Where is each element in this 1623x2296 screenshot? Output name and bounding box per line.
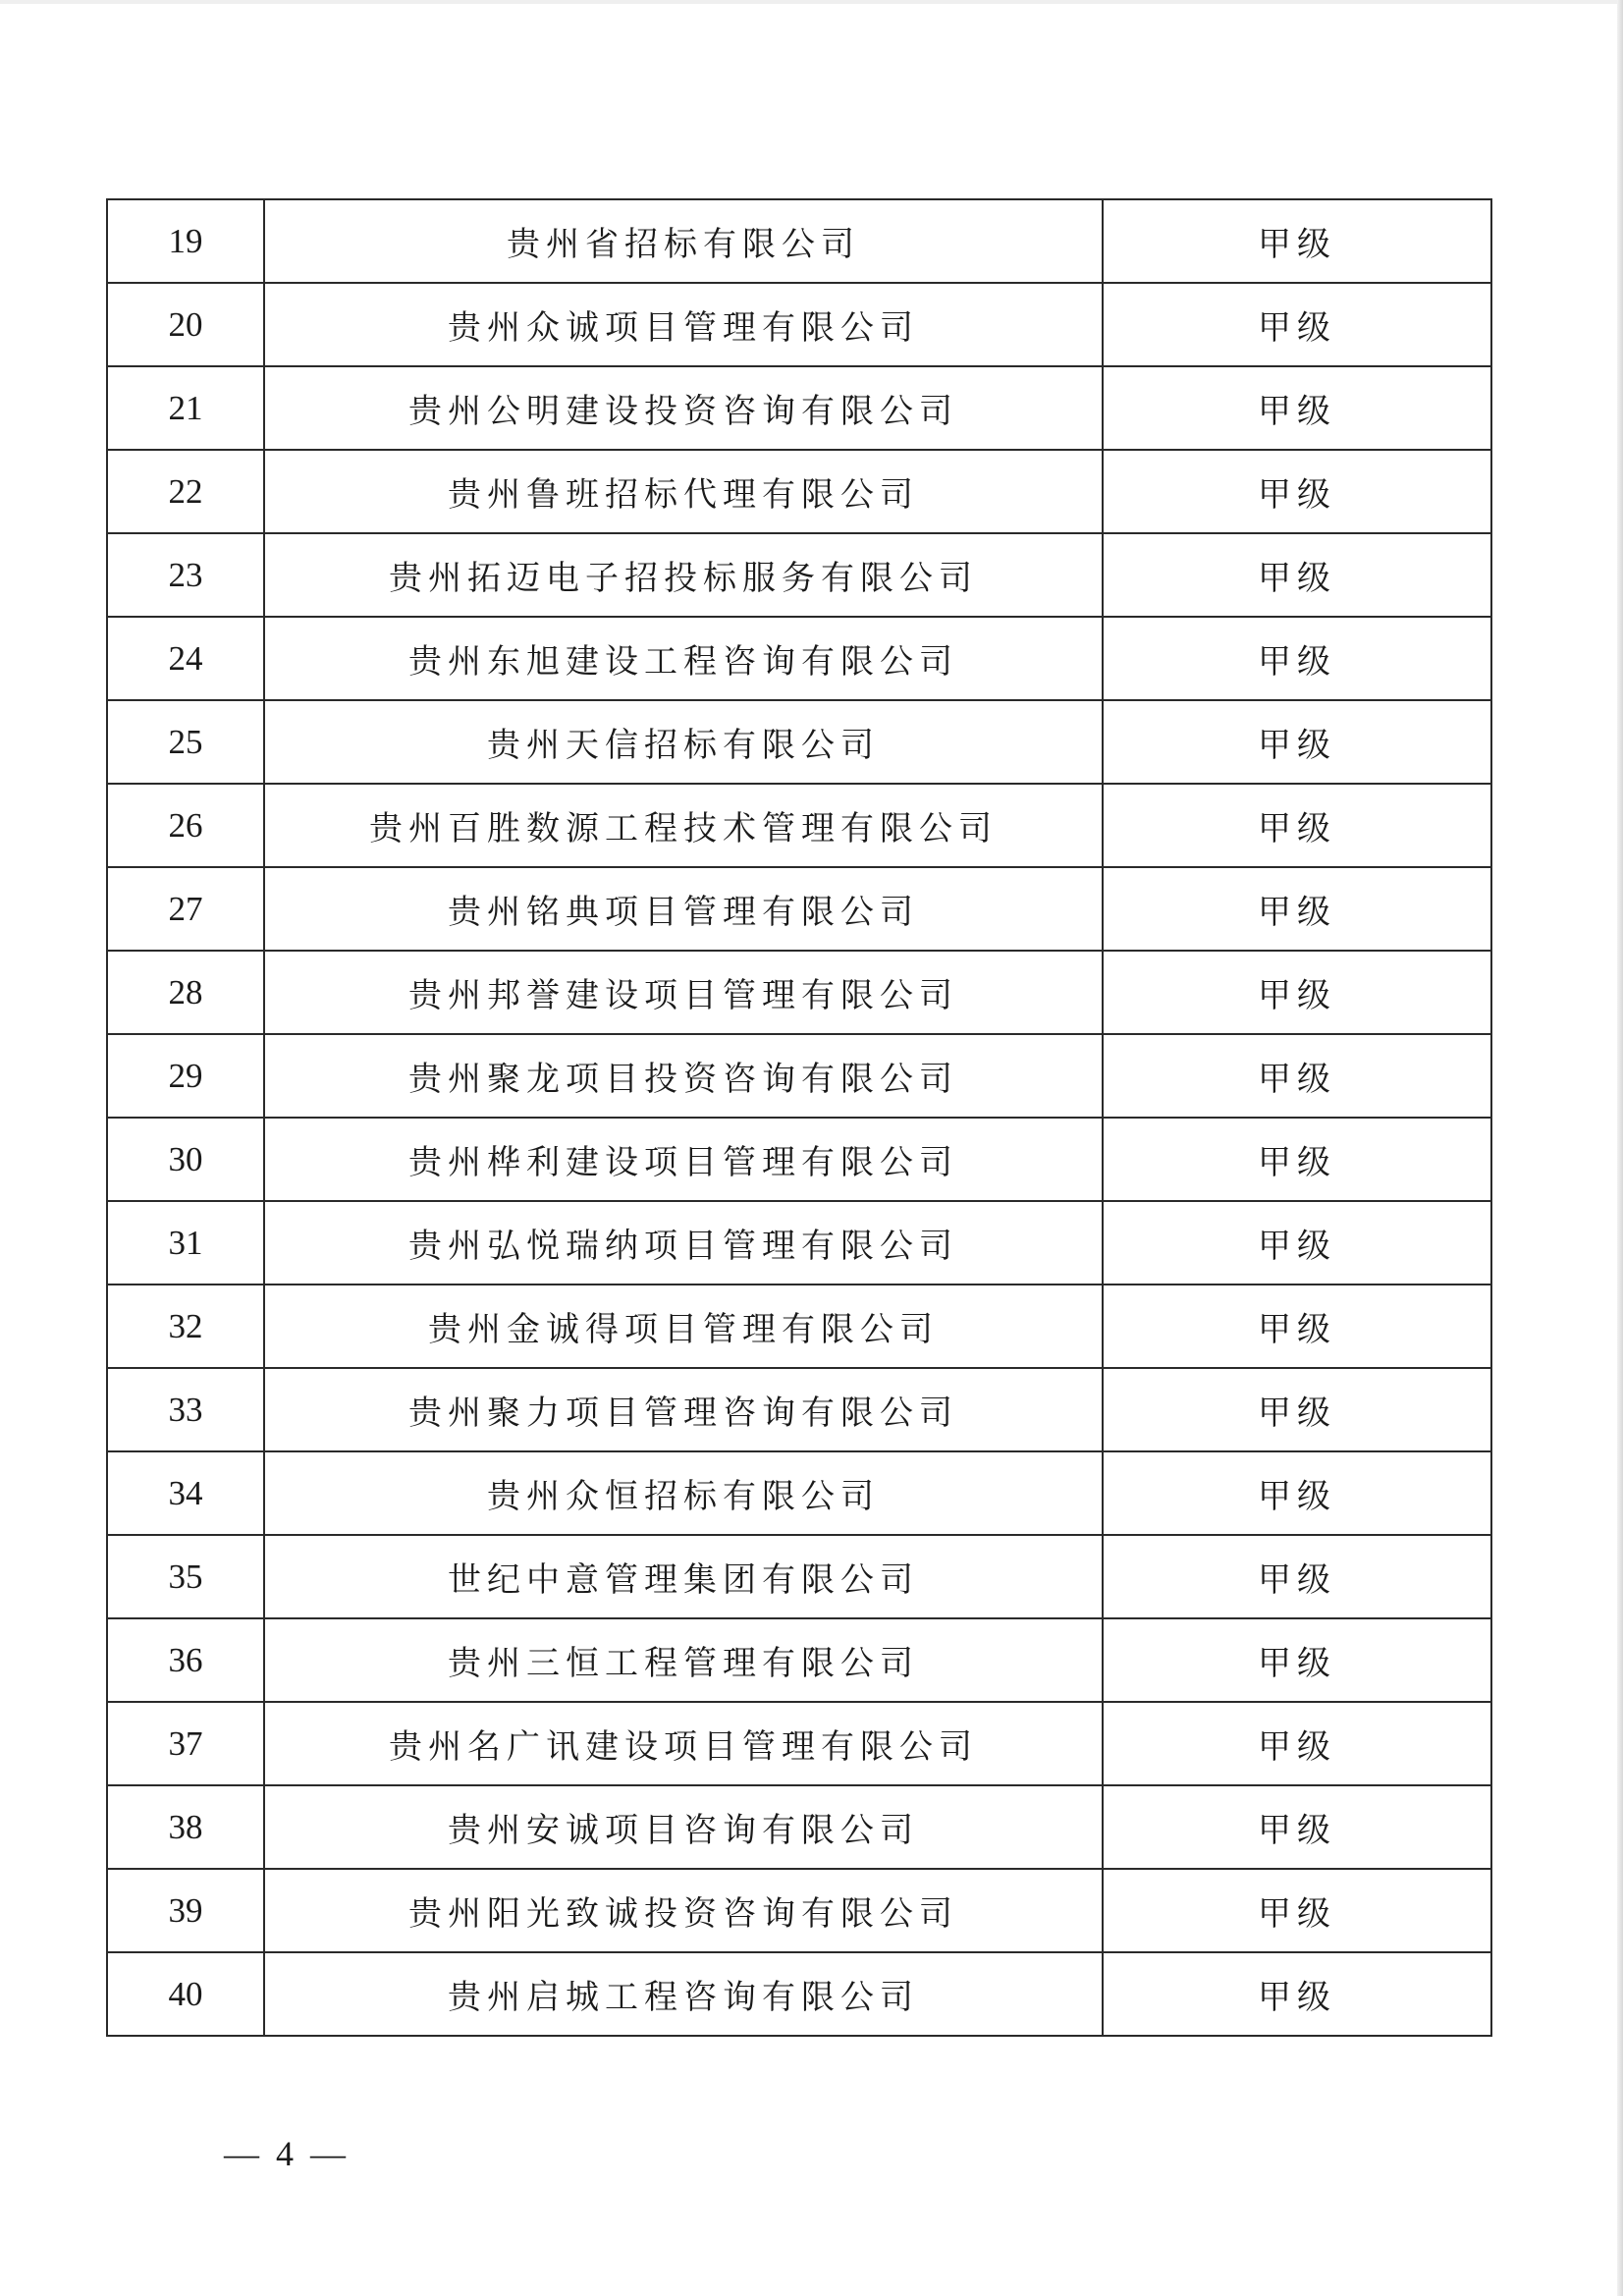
table-row <box>107 283 1491 366</box>
table-row <box>107 1118 1491 1201</box>
company-name-cell: 贵州天信招标有限公司 <box>264 700 1103 784</box>
table-body <box>107 199 1491 2036</box>
qualification-grade-cell: 甲级 <box>1103 1368 1491 1451</box>
company-name-cell: 贵州阳光致诚投资咨询有限公司 <box>264 1869 1103 1952</box>
company-name-cell: 贵州聚力项目管理咨询有限公司 <box>264 1368 1103 1451</box>
table-row <box>107 951 1491 1034</box>
row-number-cell: 40 <box>107 1952 264 2036</box>
company-name-cell: 贵州鲁班招标代理有限公司 <box>264 450 1103 533</box>
row-number-cell: 30 <box>107 1118 264 1201</box>
company-name-cell: 贵州安诚项目咨询有限公司 <box>264 1785 1103 1869</box>
qualification-grade-cell: 甲级 <box>1103 1702 1491 1785</box>
row-number-cell: 31 <box>107 1201 264 1285</box>
qualification-grade-cell: 甲级 <box>1103 199 1491 283</box>
row-number-cell: 35 <box>107 1535 264 1618</box>
qualification-grade-cell: 甲级 <box>1103 366 1491 450</box>
table-row <box>107 1785 1491 1869</box>
row-number-cell: 36 <box>107 1618 264 1702</box>
table-row <box>107 700 1491 784</box>
company-name-cell: 贵州东旭建设工程咨询有限公司 <box>264 617 1103 700</box>
row-number-cell: 33 <box>107 1368 264 1451</box>
qualification-grade-cell: 甲级 <box>1103 1118 1491 1201</box>
row-number-cell: 27 <box>107 867 264 951</box>
page-number: — 4 — <box>224 2134 350 2173</box>
table-row <box>107 450 1491 533</box>
table-row <box>107 867 1491 951</box>
row-number-cell: 29 <box>107 1034 264 1118</box>
qualification-grade-cell: 甲级 <box>1103 1618 1491 1702</box>
table-row <box>107 533 1491 617</box>
table-row <box>107 366 1491 450</box>
company-name-cell: 贵州弘悦瑞纳项目管理有限公司 <box>264 1201 1103 1285</box>
table-row <box>107 1952 1491 2036</box>
table-row <box>107 1368 1491 1451</box>
row-number-cell: 25 <box>107 700 264 784</box>
qualification-grade-cell: 甲级 <box>1103 1785 1491 1869</box>
company-name-cell: 贵州启城工程咨询有限公司 <box>264 1952 1103 2036</box>
qualification-grade-cell: 甲级 <box>1103 784 1491 867</box>
qualification-grade-cell: 甲级 <box>1103 1869 1491 1952</box>
scan-right-edge <box>1617 0 1623 2296</box>
row-number-cell: 24 <box>107 617 264 700</box>
row-number-cell: 32 <box>107 1285 264 1368</box>
company-name-cell: 贵州省招标有限公司 <box>264 199 1103 283</box>
company-grade-table <box>106 198 1492 2037</box>
company-name-cell: 贵州众恒招标有限公司 <box>264 1451 1103 1535</box>
row-number-cell: 19 <box>107 199 264 283</box>
company-name-cell: 贵州铭典项目管理有限公司 <box>264 867 1103 951</box>
qualification-grade-cell: 甲级 <box>1103 1201 1491 1285</box>
row-number-cell: 37 <box>107 1702 264 1785</box>
company-name-cell: 贵州邦誉建设项目管理有限公司 <box>264 951 1103 1034</box>
row-number-cell: 21 <box>107 366 264 450</box>
scan-top-border <box>0 0 1623 4</box>
company-name-cell: 贵州拓迈电子招投标服务有限公司 <box>264 533 1103 617</box>
company-name-cell: 贵州聚龙项目投资咨询有限公司 <box>264 1034 1103 1118</box>
table-row <box>107 784 1491 867</box>
row-number-cell: 20 <box>107 283 264 366</box>
row-number-cell: 39 <box>107 1869 264 1952</box>
qualification-grade-cell: 甲级 <box>1103 533 1491 617</box>
row-number-cell: 38 <box>107 1785 264 1869</box>
company-name-cell: 贵州众诚项目管理有限公司 <box>264 283 1103 366</box>
company-name-cell: 世纪中意管理集团有限公司 <box>264 1535 1103 1618</box>
row-number-cell: 22 <box>107 450 264 533</box>
qualification-grade-cell: 甲级 <box>1103 1535 1491 1618</box>
table-row <box>107 1285 1491 1368</box>
qualification-grade-cell: 甲级 <box>1103 1451 1491 1535</box>
company-name-cell: 贵州三恒工程管理有限公司 <box>264 1618 1103 1702</box>
company-name-cell: 贵州金诚得项目管理有限公司 <box>264 1285 1103 1368</box>
company-name-cell: 贵州名广讯建设项目管理有限公司 <box>264 1702 1103 1785</box>
table-row <box>107 1201 1491 1285</box>
qualification-grade-cell: 甲级 <box>1103 1952 1491 2036</box>
table-row <box>107 1618 1491 1702</box>
table-row <box>107 199 1491 283</box>
qualification-grade-cell: 甲级 <box>1103 617 1491 700</box>
row-number-cell: 28 <box>107 951 264 1034</box>
row-number-cell: 26 <box>107 784 264 867</box>
qualification-grade-cell: 甲级 <box>1103 700 1491 784</box>
qualification-grade-cell: 甲级 <box>1103 1285 1491 1368</box>
qualification-grade-cell: 甲级 <box>1103 283 1491 366</box>
qualification-grade-cell: 甲级 <box>1103 951 1491 1034</box>
qualification-grade-cell: 甲级 <box>1103 867 1491 951</box>
company-name-cell: 贵州公明建设投资咨询有限公司 <box>264 366 1103 450</box>
table-row <box>107 1702 1491 1785</box>
table-row <box>107 1451 1491 1535</box>
table-row <box>107 1869 1491 1952</box>
table-row <box>107 1535 1491 1618</box>
qualification-grade-cell: 甲级 <box>1103 1034 1491 1118</box>
table-row <box>107 1034 1491 1118</box>
table-row <box>107 617 1491 700</box>
company-name-cell: 贵州百胜数源工程技术管理有限公司 <box>264 784 1103 867</box>
row-number-cell: 23 <box>107 533 264 617</box>
qualification-grade-cell: 甲级 <box>1103 450 1491 533</box>
company-name-cell: 贵州桦利建设项目管理有限公司 <box>264 1118 1103 1201</box>
row-number-cell: 34 <box>107 1451 264 1535</box>
